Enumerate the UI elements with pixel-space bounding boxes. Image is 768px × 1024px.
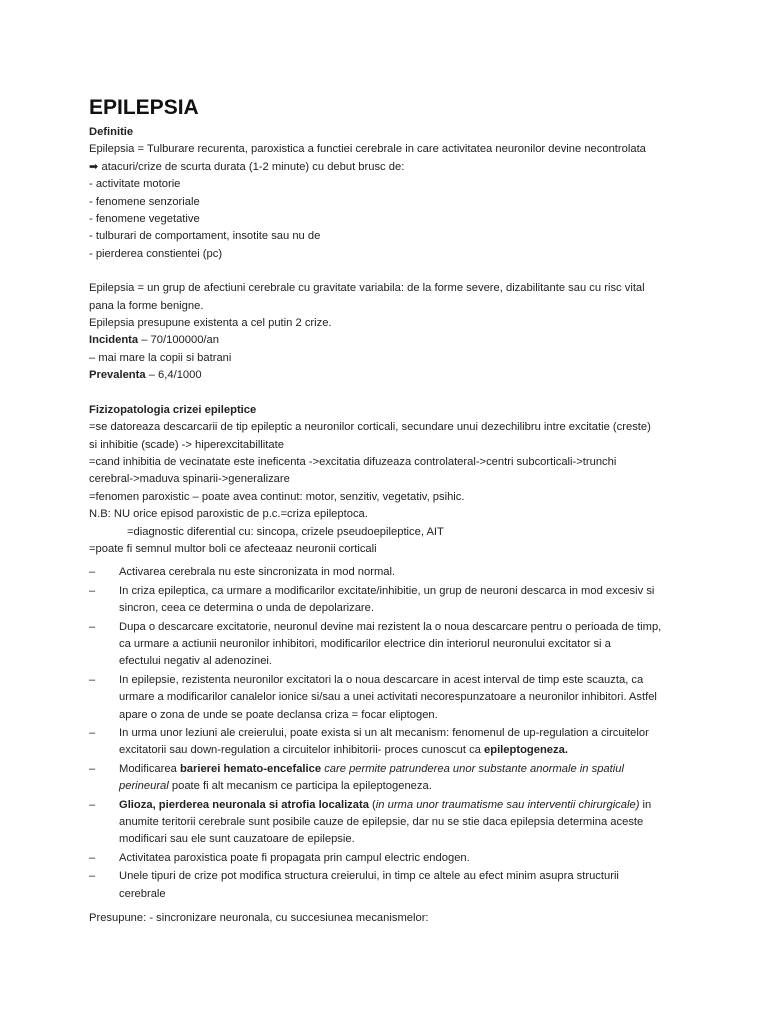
bullet-line: anumite teritorii cerebrale sunt posibile cauze de epilepsie, dar nu se stie daca epilepsia determina aceste (119, 816, 644, 829)
bullet-line: sincron, ceea ce determina o unda de depolarizare. (119, 602, 374, 615)
bullet-dash: – (89, 798, 96, 811)
bullet-list (89, 564, 689, 903)
paragraph-line: cerebral->maduva spinarii->generalizare (89, 473, 290, 486)
paragraph-line: =fenomen paroxistic – poate avea continut: motor, senzitiv, vegetativ, psihic. (89, 490, 465, 503)
list-item: - pierderea constientei (pc) (89, 247, 223, 260)
paragraph-line: pana la forme benigne. (89, 299, 204, 312)
bullet-item (89, 868, 689, 903)
bullet-text-bold: barierei hemato-encefalice (179, 762, 322, 775)
definition-line: ➡ atacuri/crize de scurta durata (1-2 minute) cu debut brusc de: (89, 160, 405, 173)
list-item: - activitate motorie (89, 178, 181, 191)
paragraph-line: Presupune: - sincronizare neuronala, cu succesiunea mecanismelor: (89, 912, 429, 925)
bullet-line: ca urmare a actiunii neuronilor inhibitori, modificarilor electrice din interiorul neuronului excitator si a (119, 637, 611, 650)
paragraph-line: =se datoreaza descarcarii de tip epileptic a neuronilor corticali, secundare unui dezechilibru intre excitatie (creste) (89, 421, 651, 434)
prevalenta-label: Prevalenta (89, 369, 146, 382)
bullet-item (89, 725, 689, 760)
bullet-item (89, 797, 689, 849)
document-page (89, 96, 689, 927)
bullet-item (89, 564, 689, 581)
bullet-dash: – (89, 566, 96, 579)
bullet-line (119, 761, 689, 778)
bullet-text: excitatorii sau down-regulation a circuitelor inhibitorii- proces cunoscut ca (119, 744, 485, 757)
prevalenta-line (89, 367, 689, 384)
incidenta-line (89, 332, 689, 349)
bullet-text: ( (368, 798, 376, 811)
bullet-line: In urma unor leziuni ale creierului, poate exista si un alt mecanism: fenomenul de up-regulation a circuitelor (119, 727, 649, 739)
incidenta-label: Incidenta (89, 334, 139, 347)
bullet-line: Activitatea paroxistica poate fi propagata prin campul electric endogen. (119, 851, 470, 864)
bullet-text: in (639, 798, 652, 811)
spacer (89, 385, 689, 402)
bullet-line: urmare a modificarilor canalelor ionice si/sau a unei activitati necorespunzatoare a neuronilor inhibitori. Astfel (119, 691, 657, 704)
bullet-dash: – (89, 584, 96, 597)
bullet-text: poate fi alt mecanism ce participa la epileptogeneza. (168, 780, 432, 793)
paragraph-line: =cand inhibitia de vecinatate este ineficenta ->excitatia difuzeaza controlateral->centri subcorticali->trunchi (89, 455, 617, 468)
incidenta-value: – 70/100000/an (138, 334, 219, 347)
bullet-dash: – (89, 620, 96, 633)
paragraph-line: =poate fi semnul multor boli ce afecteaaz neuronii corticali (89, 542, 377, 555)
bullet-item (89, 672, 689, 724)
page-title: EPILEPSIA (89, 96, 199, 119)
bullet-dash: – (89, 851, 96, 864)
bullet-text-bold: epileptogeneza. (484, 744, 568, 757)
paragraph-line: Epilepsia presupune existenta a cel putin 2 crize. (89, 317, 332, 330)
bullet-text-italic: perineural (119, 780, 169, 793)
bullet-line: In criza epileptica, ca urmare a modificarilor excitate/inhibitie, un grup de neuroni descarca in mod excesiv si (119, 584, 655, 597)
bullet-text: Modificarea (119, 762, 180, 775)
bullet-item (89, 850, 689, 867)
paragraph-line: Epilepsia = un grup de afectiuni cerebrale cu gravitate variabila: de la forme severe, dizabilitante sau cu risc vital (89, 282, 645, 295)
bullet-text-italic: in urma unor traumatisme sau interventii chirurgicale) (375, 798, 640, 811)
bullet-text-bold: Glioza, pierderea neuronala si atrofia localizata (119, 798, 369, 811)
bullet-line: Dupa o descarcare excitatorie, neuronul devine mai rezistent la o noua descarcare pentru o perioada de timp, (119, 620, 662, 633)
paragraph-line-indented: =diagnostic diferential cu: sincopa, crizele pseudoepileptice, AIT (127, 525, 444, 538)
spacer (89, 263, 689, 280)
bullet-line (119, 797, 689, 814)
bullet-dash: – (89, 727, 96, 739)
prevalenta-value: – 6,4/1000 (145, 369, 202, 382)
bullet-dash: – (89, 762, 96, 775)
bullet-line: Unele tipuri de crize pot modifica structura creierului, in timp ce altele au efect minim asupra structurii (119, 870, 619, 883)
bullet-line (119, 742, 689, 759)
bullet-line: modificari sau ele sunt cauzatoare de epilepsie. (119, 833, 355, 846)
section-heading-fiziopatologie: Fizizopatologia crizei epileptice (89, 403, 257, 416)
list-item: - fenomene senzoriale (89, 195, 200, 208)
bullet-line: efectului negativ al adenozinei. (119, 655, 273, 668)
bullet-text-italic: care permite patrunderea unor substante anormale in spatiul (321, 762, 624, 775)
paragraph-line: N.B: NU orice episod paroxistic de p.c.=criza epileptoca. (89, 508, 368, 521)
bullet-line: In epilepsie, rezistenta neuronilor excitatori la o noua descarcare in acest interval de timp este scauzta, ca (119, 673, 644, 686)
bullet-line (119, 778, 689, 795)
bullet-line: cerebrale (119, 887, 166, 900)
definition-line: Epilepsia = Tulburare recurenta, paroxistica a functiei cerebrale in care activitatea neuronilor devine necontrolata (89, 143, 646, 156)
bullet-item (89, 761, 689, 796)
bullet-item (89, 583, 689, 618)
section-heading-definitie: Definitie (89, 126, 134, 138)
bullet-item (89, 619, 689, 671)
bullet-line: apare o zona de unde se poate declansa criza = focar eliptogen. (119, 708, 438, 721)
list-item: - tulburari de comportament, insotite sau nu de (89, 230, 321, 243)
bullet-dash: – (89, 673, 96, 686)
bullet-dash: – (89, 870, 96, 883)
bullet-line: Activarea cerebrala nu este sincronizata in mod normal. (119, 566, 396, 579)
paragraph-line: si inhibitie (scade) -> hiperexcitabillitate (89, 438, 284, 451)
paragraph-line: – mai mare la copii si batrani (89, 351, 232, 364)
list-item: - fenomene vegetative (89, 213, 200, 226)
